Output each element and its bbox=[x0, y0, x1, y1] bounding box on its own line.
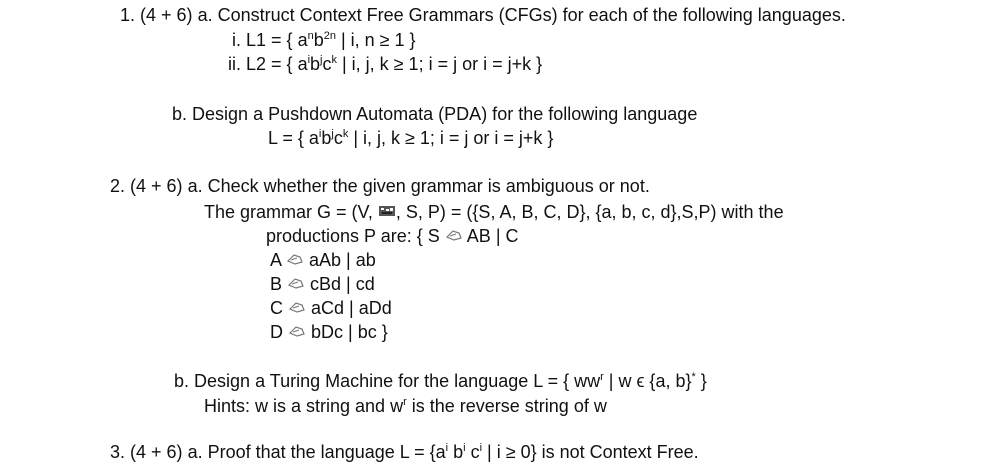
q2a-text: Check whether the given grammar is ambiguous or not. bbox=[207, 176, 650, 196]
q3-marks: (4 + 6) bbox=[130, 442, 183, 462]
production-rule: C aCd | aDd bbox=[270, 298, 392, 318]
broken-arrow-icon bbox=[445, 228, 463, 242]
q3-number: 3. bbox=[110, 442, 126, 462]
q2b-label: b. bbox=[174, 371, 190, 391]
q1b-language: L = { $a^ib^jc^k$ | i, j, k ≥ 1; i = j or i = j+k } bbox=[268, 128, 554, 148]
q2-marks: (4 + 6) bbox=[130, 176, 183, 196]
q2a-grammar: The grammar G = (V, , S, P) = ({S, A, B, C, D}, {a, b, c, d},S,P) with the bbox=[204, 202, 784, 222]
broken-arrow-icon bbox=[287, 276, 305, 290]
q2b-hint: Hints: w is a string and $w^r$ is the reverse string of w bbox=[204, 396, 607, 416]
q1b-label: b. bbox=[172, 104, 188, 124]
q2-number: 2. bbox=[110, 176, 126, 196]
q3-heading: 3. (4 + 6) a. Proof that the language $L = \{a^i$ $b^i$ $c^i$ | i ≥ 0} is not Context Free. bbox=[110, 442, 699, 462]
q1a-text: Construct Context Free Grammars (CFGs) for each of the following languages. bbox=[217, 5, 846, 25]
production-rule: B cBd | cd bbox=[270, 274, 375, 294]
q2a-productions: productions P are: { S AB | C bbox=[266, 226, 519, 246]
q2b-heading: b. Design a Turing Machine for the language L = { $ww^r$ | w ϵ {a, b}* } bbox=[174, 371, 707, 391]
broken-arrow-icon bbox=[288, 324, 306, 338]
production-rule: A aAb | ab bbox=[270, 250, 376, 270]
q1-heading bbox=[120, 4, 846, 26]
q1a-item-ii: ii. L2 = { $a^ib^jc^k$ | i, j, k ≥ 1; i = j or i = j+k } bbox=[228, 54, 543, 74]
broken-arrow-icon bbox=[286, 252, 304, 266]
q2-heading bbox=[110, 175, 650, 197]
q1-number: 1. bbox=[120, 5, 136, 25]
broken-sigma-icon bbox=[378, 204, 396, 218]
q1-marks: (4 + 6) bbox=[140, 5, 193, 25]
q1b-heading bbox=[172, 103, 697, 125]
production-rule: D bDc | bc } bbox=[270, 322, 388, 342]
q1a-label: a. bbox=[197, 5, 213, 25]
q1a-item-i: i. L1 = { $a^nb^{2n}$ | i, n ≥ 1 } bbox=[232, 30, 416, 50]
q1b-text: Design a Pushdown Automata (PDA) for the following language bbox=[192, 104, 698, 124]
q2a-label: a. bbox=[187, 176, 203, 196]
q3a-label: a. bbox=[187, 442, 203, 462]
broken-arrow-icon bbox=[288, 300, 306, 314]
